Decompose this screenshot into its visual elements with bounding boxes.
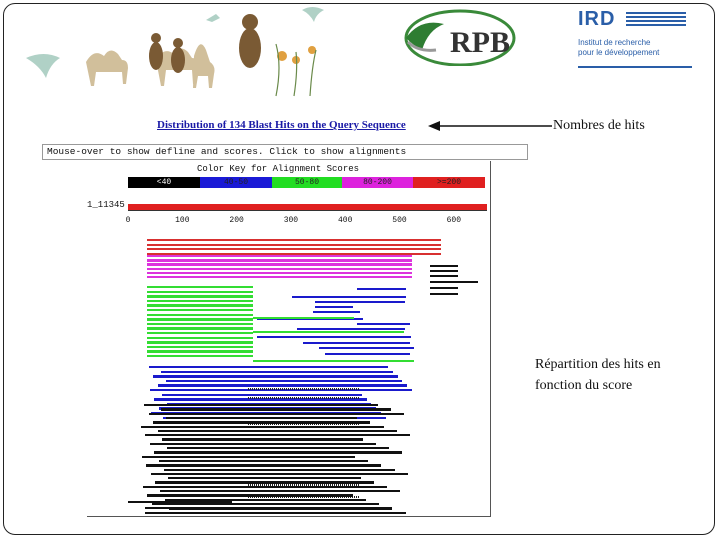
color-key-bar [128, 177, 485, 188]
ruler-tick-label: 400 [337, 216, 353, 225]
arrow-left-icon [428, 119, 553, 133]
ruler-tick-label: 0 [125, 216, 131, 225]
rpb-leaf-logo-icon [398, 8, 516, 66]
distribution-annotation: Répartition des hits en fonction du score [535, 357, 661, 393]
ruler-tick-label: 600 [446, 216, 461, 225]
ruler-tick-label: 100 [175, 216, 190, 225]
ird-logo [578, 8, 690, 58]
rpb-logo-text: RPB [450, 26, 510, 59]
ird-mark: IRD [578, 8, 616, 30]
blast-hits-title-link[interactable]: Distribution of 134 Blast Hits on the Query Sequence [157, 119, 406, 131]
hits-count-annotation: Nombres de hits [553, 118, 645, 133]
mouseover-instructions[interactable]: Mouse-over to show defline and scores. Click to show alignments [42, 144, 528, 160]
color-key-segment: 50-80 [272, 177, 342, 188]
color-key-segment: <40 [128, 177, 200, 188]
ird-line-1: Institut de recherche [578, 38, 651, 47]
ruler-tick-label: 300 [283, 216, 299, 225]
color-key-segment: >=200 [413, 177, 485, 188]
ruler-tick-label: 500 [392, 216, 407, 225]
ruler-tick-label: 200 [229, 216, 244, 225]
color-key-segment: 40-50 [200, 177, 272, 188]
query-label: 1_11345 [87, 200, 125, 210]
ird-stripes [626, 12, 686, 28]
ird-line-2: pour le développement [578, 48, 660, 57]
header-rule [578, 66, 692, 68]
rpb-logo [398, 8, 516, 66]
color-key-segment: 80-200 [342, 177, 413, 188]
banner-illustration [6, 0, 336, 100]
color-key-title: Color Key for Alignment Scores [197, 164, 360, 174]
